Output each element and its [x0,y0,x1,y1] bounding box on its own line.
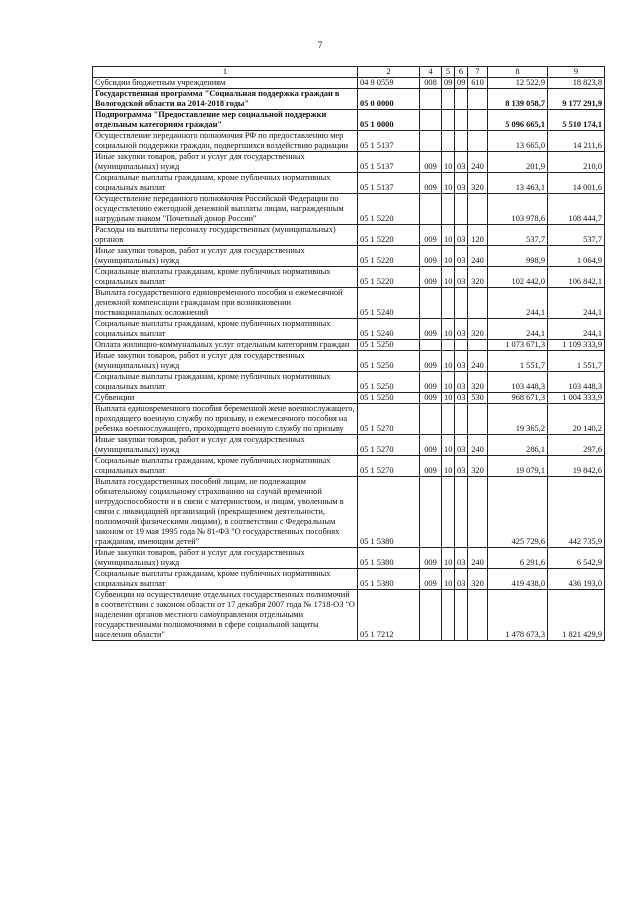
row-name-cell: Подпрограмма "Предоставление мер социальной поддержки отдельным категориям граждан" [93,110,358,131]
row-col6-cell: 03 [455,246,468,267]
row-col8-cell: 537,7 [488,225,548,246]
row-col8-cell: 1 478 673,3 [488,590,548,641]
row-col4-cell [420,89,442,110]
row-col8-cell: 201,9 [488,152,548,173]
table-row [93,393,605,404]
row-col5-cell: 10 [442,267,455,288]
row-col8-cell: 103 448,3 [488,372,548,393]
row-col5-cell: 09 [442,78,455,89]
row-col9-cell: 106 842,1 [548,267,605,288]
table-row [93,78,605,89]
row-col6-cell [455,590,468,641]
row-col7-cell [468,194,488,225]
table-row [93,194,605,225]
row-col6-cell: 09 [455,78,468,89]
row-col5-cell: 10 [442,372,455,393]
row-col8-cell: 19 079,1 [488,456,548,477]
table-row [93,246,605,267]
row-code-cell: 04 9 0559 [358,78,420,89]
row-col4-cell [420,110,442,131]
header-cell: 9 [548,67,605,78]
row-col9-cell: 20 140,2 [548,404,605,435]
row-col4-cell: 008 [420,78,442,89]
table-body [93,67,605,641]
row-code-cell: 05 0 0000 [358,89,420,110]
table-row [93,110,605,131]
row-col8-cell: 5 096 665,1 [488,110,548,131]
row-col4-cell [420,477,442,548]
row-col5-cell: 10 [442,569,455,590]
row-col5-cell: 10 [442,246,455,267]
row-col8-cell: 419 438,0 [488,569,548,590]
row-code-cell: 05 1 5220 [358,246,420,267]
row-col9-cell: 442 735,9 [548,477,605,548]
row-col7-cell: 320 [468,173,488,194]
row-name-cell: Социальные выплаты гражданам, кроме публичных нормативных социальных выплат [93,569,358,590]
row-col5-cell: 10 [442,225,455,246]
row-code-cell: 05 1 0000 [358,110,420,131]
table-row [93,569,605,590]
row-col5-cell [442,590,455,641]
row-col6-cell: 03 [455,569,468,590]
row-col8-cell: 425 729,6 [488,477,548,548]
table-row [93,372,605,393]
row-name-cell: Иные закупки товаров, работ и услуг для государственных (муниципальных) нужд [93,152,358,173]
row-col4-cell [420,590,442,641]
row-col8-cell: 12 522,9 [488,78,548,89]
row-col9-cell: 14 211,6 [548,131,605,152]
table-row [93,351,605,372]
row-code-cell: 05 1 5380 [358,569,420,590]
row-col9-cell: 6 542,9 [548,548,605,569]
row-col8-cell: 103 978,6 [488,194,548,225]
row-col7-cell: 240 [468,351,488,372]
row-col7-cell: 240 [468,548,488,569]
row-col4-cell: 009 [420,569,442,590]
row-code-cell: 05 1 7212 [358,590,420,641]
row-name-cell: Иные закупки товаров, работ и услуг для государственных (муниципальных) нужд [93,246,358,267]
row-name-cell: Государственная программа "Социальная поддержка граждан в Вологодской области на 2014-2018 годы" [93,89,358,110]
row-col8-cell: 102 442,0 [488,267,548,288]
row-code-cell: 05 1 5250 [358,340,420,351]
row-col5-cell: 10 [442,548,455,569]
header-row [93,67,605,78]
row-col4-cell: 009 [420,152,442,173]
row-col8-cell: 244,1 [488,288,548,319]
row-col8-cell: 286,1 [488,435,548,456]
row-code-cell: 05 1 5220 [358,194,420,225]
row-col9-cell: 19 842,6 [548,456,605,477]
row-name-cell: Социальные выплаты гражданам, кроме публичных нормативных социальных выплат [93,319,358,340]
row-col9-cell: 537,7 [548,225,605,246]
row-col6-cell [455,288,468,319]
row-col9-cell: 244,1 [548,319,605,340]
table-row [93,404,605,435]
row-name-cell: Осуществление переданного полномочия РФ по предоставлению мер социальной поддержки граждан, подвергшихся воздействию радиации [93,131,358,152]
row-col7-cell [468,340,488,351]
row-col9-cell: 244,1 [548,288,605,319]
row-col8-cell: 13 463,1 [488,173,548,194]
row-name-cell: Иные закупки товаров, работ и услуг для государственных (муниципальных) нужд [93,548,358,569]
row-code-cell: 05 1 5250 [358,393,420,404]
header-cell: 4 [420,67,442,78]
row-name-cell: Социальные выплаты гражданам, кроме публичных нормативных социальных выплат [93,173,358,194]
row-col7-cell: 240 [468,152,488,173]
row-col4-cell: 009 [420,548,442,569]
row-col8-cell: 998,9 [488,246,548,267]
row-col9-cell: 18 823,8 [548,78,605,89]
row-col9-cell: 14 001,6 [548,173,605,194]
row-col6-cell: 03 [455,173,468,194]
row-col5-cell: 10 [442,152,455,173]
row-col7-cell [468,131,488,152]
row-col5-cell: 10 [442,319,455,340]
row-col4-cell: 009 [420,225,442,246]
table-row [93,89,605,110]
row-col4-cell [420,404,442,435]
row-code-cell: 05 1 5137 [358,173,420,194]
row-code-cell: 05 1 5240 [358,319,420,340]
row-col6-cell: 03 [455,225,468,246]
row-col6-cell [455,404,468,435]
row-col7-cell [468,590,488,641]
row-col5-cell [442,131,455,152]
row-col9-cell: 1 064,9 [548,246,605,267]
row-code-cell: 05 1 5270 [358,456,420,477]
table-row [93,288,605,319]
row-col7-cell: 120 [468,225,488,246]
row-name-cell: Субвенции [93,393,358,404]
table-row [93,477,605,548]
row-col7-cell: 320 [468,319,488,340]
row-col6-cell: 03 [455,319,468,340]
row-name-cell: Выплата единовременного пособия беременной жене военнослужащего, проходящего военную службу по призыву, и ежемесячного пособия на ребенка военнослужащего, проходящего военную службу по призыву [93,404,358,435]
row-col9-cell: 436 193,0 [548,569,605,590]
row-col5-cell [442,404,455,435]
row-col7-cell: 530 [468,393,488,404]
row-col5-cell: 10 [442,173,455,194]
table-row [93,319,605,340]
row-col5-cell: 10 [442,351,455,372]
row-col5-cell: 10 [442,456,455,477]
row-col9-cell: 5 510 174,1 [548,110,605,131]
table-row [93,225,605,246]
row-col4-cell [420,131,442,152]
row-col9-cell: 108 444,7 [548,194,605,225]
row-name-cell: Иные закупки товаров, работ и услуг для государственных (муниципальных) нужд [93,435,358,456]
table-row [93,131,605,152]
row-name-cell: Выплата государственного единовременного пособия и ежемесячной денежной компенсации гражданам при возникновении поствакцинальных осложнений [93,288,358,319]
table-row [93,548,605,569]
row-col4-cell: 009 [420,267,442,288]
page-number: 7 [317,40,323,50]
row-col5-cell [442,477,455,548]
table-row [93,173,605,194]
row-name-cell: Расходы на выплаты персоналу государственных (муниципальных) органов [93,225,358,246]
row-col4-cell: 009 [420,456,442,477]
table-row [93,152,605,173]
row-code-cell: 05 1 5270 [358,435,420,456]
row-col7-cell: 320 [468,372,488,393]
row-col5-cell [442,89,455,110]
row-col5-cell: 10 [442,393,455,404]
row-code-cell: 05 1 5220 [358,267,420,288]
row-col4-cell: 009 [420,351,442,372]
row-col4-cell [420,340,442,351]
row-code-cell: 05 1 5220 [358,225,420,246]
row-name-cell: Выплата государственных пособий лицам, не подлежащим обязательному социальному страхованию на случай временной нетрудоспособности и в связи с материнством, и лицам, уволенным в связи с ликвидацией организаций (прекращением деятельности, полномочий физическими лицами), в соответствии с Федеральным законом от 19 мая 1995 года № 81-ФЗ "О государственных пособиях гражданам, имеющим детей" [93,477,358,548]
row-col8-cell: 13 665,0 [488,131,548,152]
row-name-cell: Социальные выплаты гражданам, кроме публичных нормативных социальных выплат [93,456,358,477]
row-code-cell: 05 1 5380 [358,548,420,569]
row-col4-cell: 009 [420,435,442,456]
budget-table [92,66,605,641]
table-row [93,456,605,477]
row-col5-cell [442,340,455,351]
row-col9-cell: 210,0 [548,152,605,173]
row-col6-cell: 03 [455,456,468,477]
row-name-cell: Оплата жилищно-коммунальных услуг отдельным категориям граждан [93,340,358,351]
table-row [93,267,605,288]
row-col8-cell: 244,1 [488,319,548,340]
row-col8-cell: 8 139 058,7 [488,89,548,110]
row-col7-cell: 240 [468,246,488,267]
row-col6-cell: 03 [455,548,468,569]
row-col6-cell [455,110,468,131]
row-col9-cell: 1 109 333,9 [548,340,605,351]
row-code-cell: 05 1 5380 [358,477,420,548]
row-col5-cell [442,288,455,319]
row-col9-cell: 1 004 333,9 [548,393,605,404]
row-col9-cell: 1 821 429,9 [548,590,605,641]
row-col4-cell [420,288,442,319]
row-col7-cell [468,404,488,435]
row-col7-cell [468,477,488,548]
row-col6-cell [455,477,468,548]
row-col6-cell: 03 [455,393,468,404]
row-name-cell: Субвенции на осуществление отдельных государственных полномочий в соответствии с законом области от 17 декабря 2007 года № 1718-ОЗ "О наделении органов местного самоуправления отдельными государственными полномочиями в сфере социальной защиты населения области" [93,590,358,641]
row-col6-cell: 03 [455,351,468,372]
row-name-cell: Иные закупки товаров, работ и услуг для государственных (муниципальных) нужд [93,351,358,372]
row-col8-cell: 19 365,2 [488,404,548,435]
header-cell: 1 [93,67,358,78]
header-cell: 7 [468,67,488,78]
row-code-cell: 05 1 5137 [358,131,420,152]
row-col9-cell: 1 551,7 [548,351,605,372]
header-cell: 6 [455,67,468,78]
header-cell: 5 [442,67,455,78]
row-name-cell: Субсидии бюджетным учреждениям [93,78,358,89]
row-name-cell: Социальные выплаты гражданам, кроме публичных нормативных социальных выплат [93,267,358,288]
row-col8-cell: 6 291,6 [488,548,548,569]
row-col7-cell [468,288,488,319]
header-cell: 2 [358,67,420,78]
row-col7-cell [468,110,488,131]
row-col4-cell: 009 [420,393,442,404]
row-col4-cell: 009 [420,173,442,194]
row-col6-cell: 03 [455,152,468,173]
row-code-cell: 05 1 5250 [358,372,420,393]
row-code-cell: 05 1 5240 [358,288,420,319]
row-col4-cell: 009 [420,319,442,340]
row-code-cell: 05 1 5270 [358,404,420,435]
row-code-cell: 05 1 5137 [358,152,420,173]
header-cell: 8 [488,67,548,78]
row-col9-cell: 103 448,3 [548,372,605,393]
row-col6-cell [455,340,468,351]
row-col7-cell: 320 [468,569,488,590]
row-col6-cell: 03 [455,267,468,288]
table-row [93,340,605,351]
row-col4-cell [420,194,442,225]
row-code-cell: 05 1 5250 [358,351,420,372]
row-name-cell: Социальные выплаты гражданам, кроме публичных нормативных социальных выплат [93,372,358,393]
row-col9-cell: 297,6 [548,435,605,456]
row-col5-cell: 10 [442,435,455,456]
row-col7-cell: 320 [468,267,488,288]
row-col8-cell: 1 551,7 [488,351,548,372]
row-col7-cell [468,89,488,110]
table-row [93,590,605,641]
row-col4-cell: 009 [420,372,442,393]
row-col6-cell: 03 [455,372,468,393]
row-col7-cell: 320 [468,456,488,477]
row-col6-cell [455,194,468,225]
row-col4-cell: 009 [420,246,442,267]
row-col5-cell [442,110,455,131]
row-col9-cell: 9 177 291,9 [548,89,605,110]
row-col5-cell [442,194,455,225]
row-col6-cell: 03 [455,435,468,456]
table-row [93,435,605,456]
row-name-cell: Осуществление переданного полномочия Российской Федерации по осуществлению ежегодной денежной выплаты лицам, награжденным нагрудным знаком "Почетный донор России" [93,194,358,225]
row-col6-cell [455,89,468,110]
row-col7-cell: 240 [468,435,488,456]
row-col8-cell: 968 671,3 [488,393,548,404]
row-col7-cell: 610 [468,78,488,89]
row-col6-cell [455,131,468,152]
row-col8-cell: 1 073 671,3 [488,340,548,351]
